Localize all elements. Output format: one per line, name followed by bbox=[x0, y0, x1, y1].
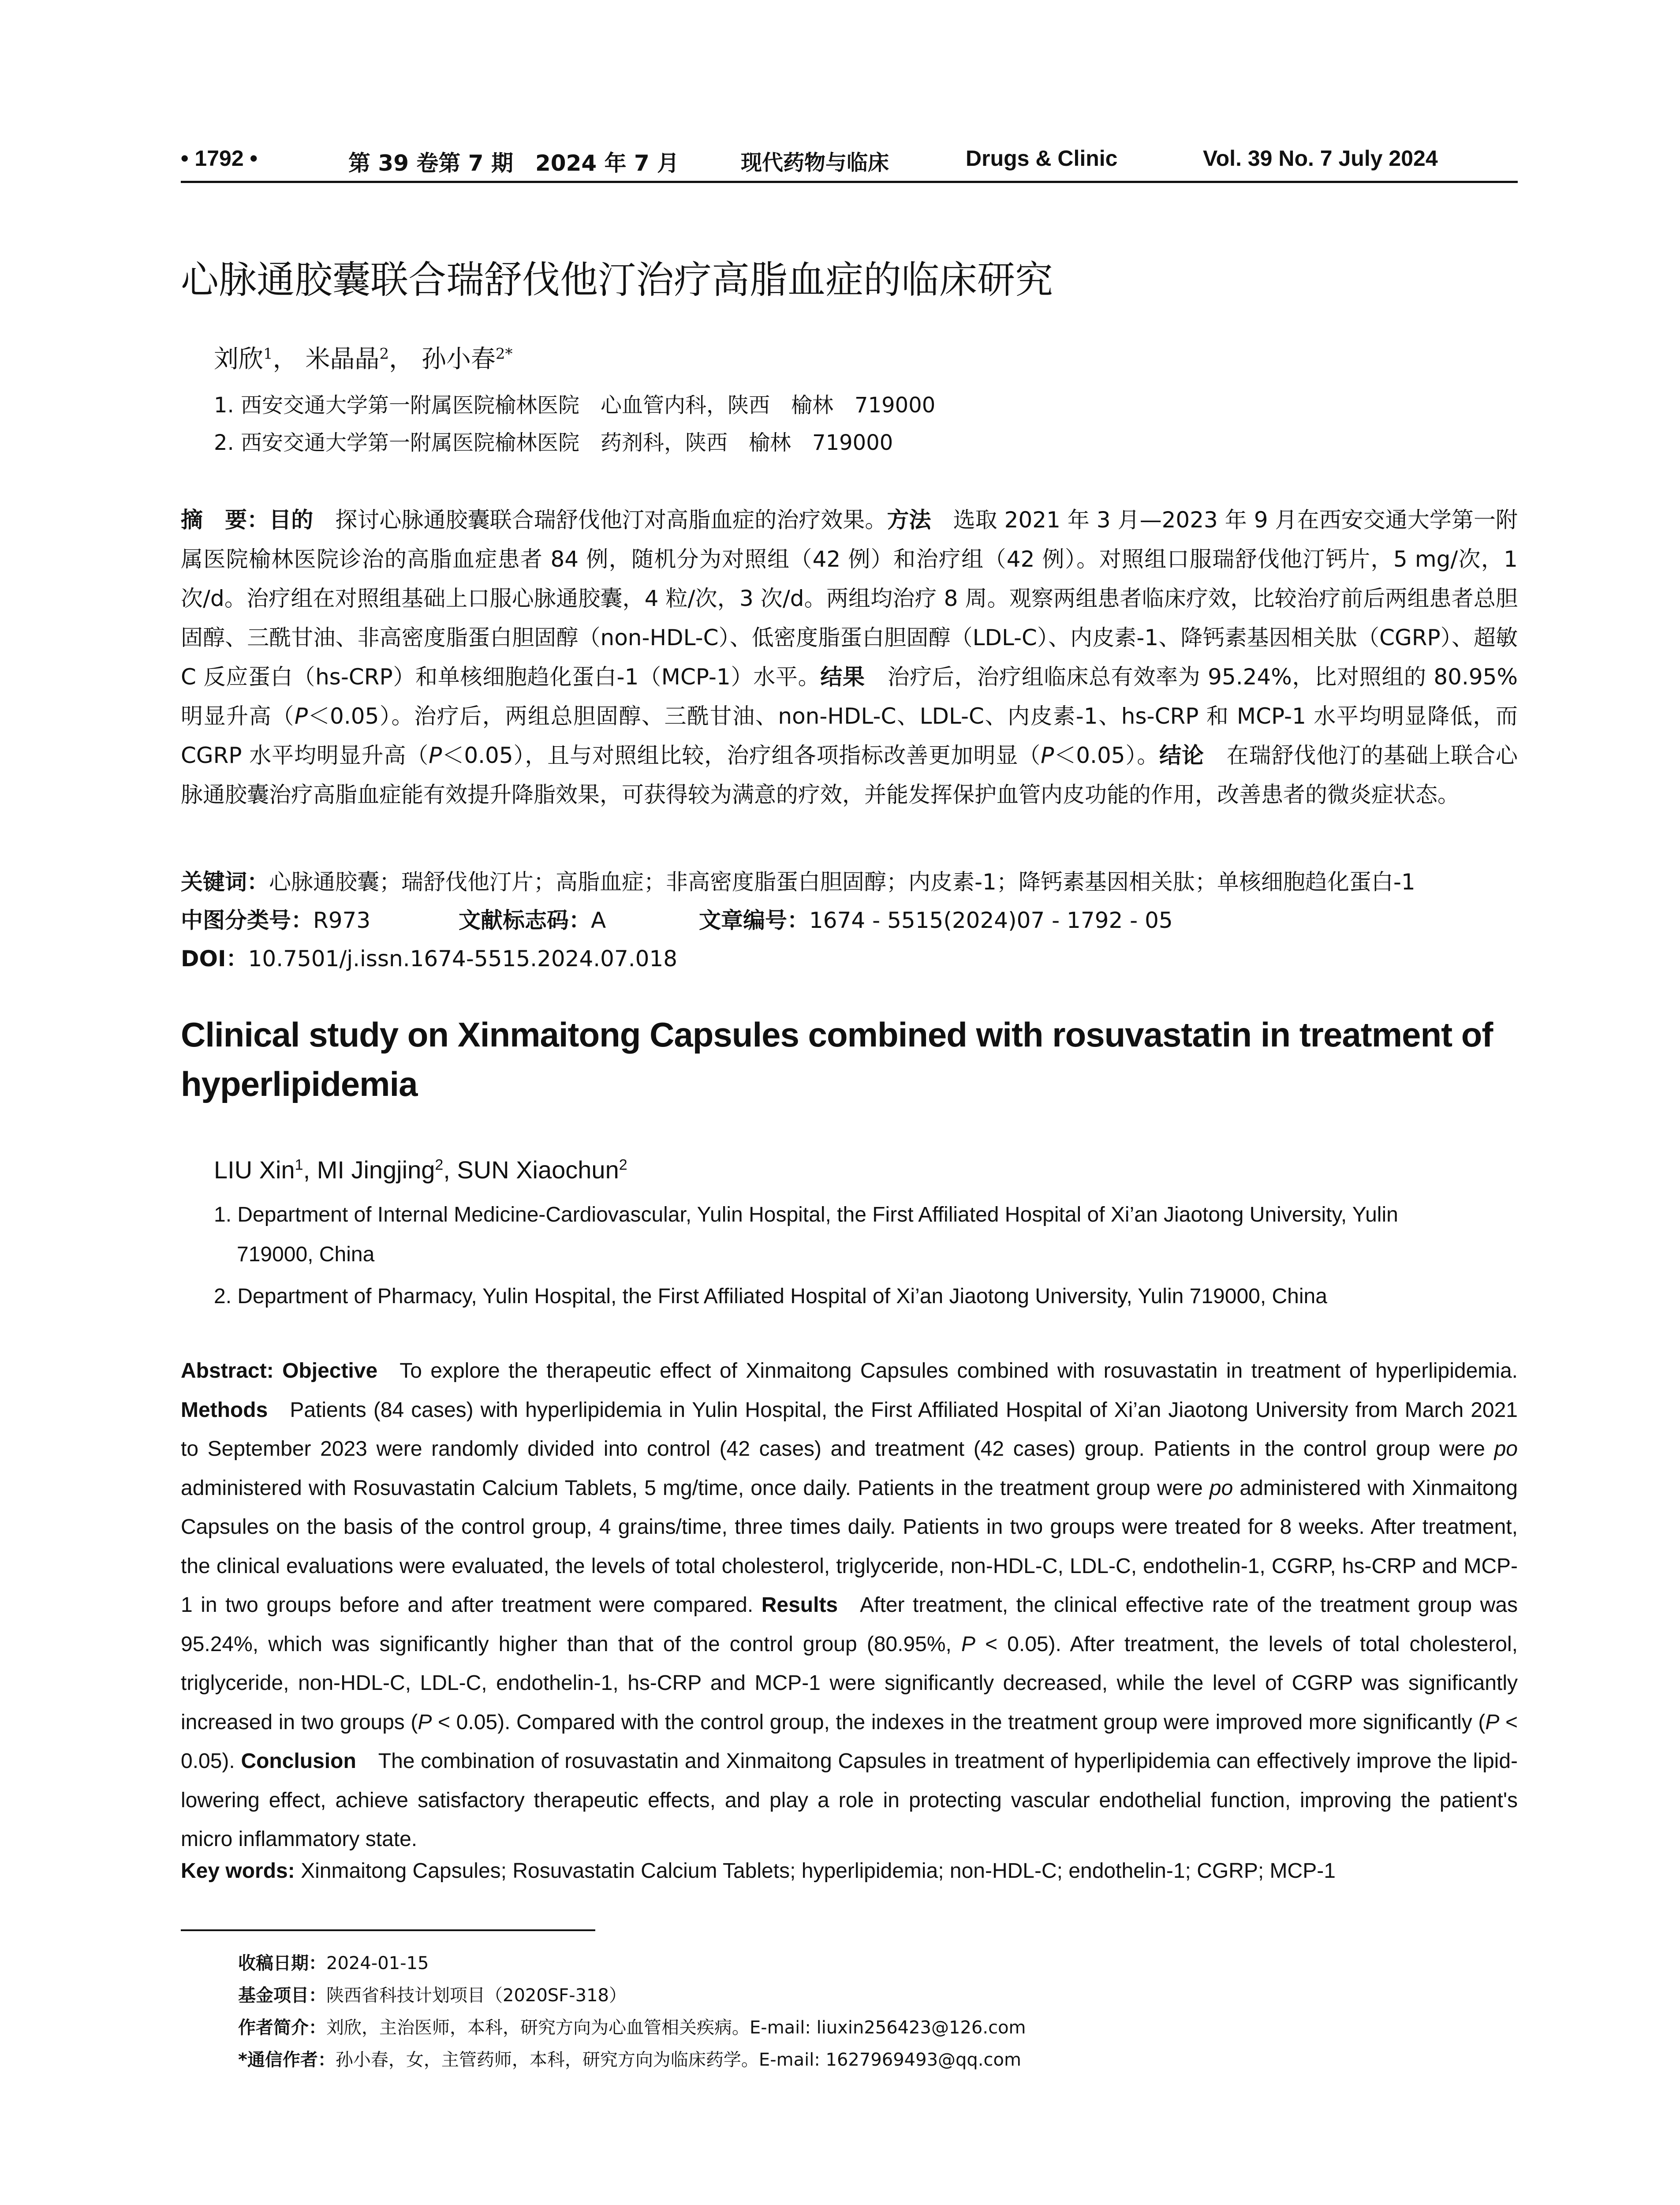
keywords-label: Key words: bbox=[181, 1859, 295, 1883]
objective-label: 目的 bbox=[269, 507, 314, 533]
author-name: 孙小春 bbox=[421, 345, 496, 374]
methods-label: 方法 bbox=[887, 507, 931, 533]
results-text: 治疗后，治疗组临床总有效率为 95.24%，比对照组的 80.95%明显升高（ bbox=[181, 664, 1518, 729]
author-affil-mark: 1 bbox=[295, 1156, 303, 1174]
cn-affiliation-2: 2. 西安交通大学第一附属医院榆林医院 药剂科，陕西 榆林 719000 bbox=[214, 430, 893, 455]
footnote-divider bbox=[181, 1929, 595, 1931]
methods-text: administered with Rosuvastatin Calcium Tablets, 5 mg/time, once daily. Patients in the treatment group were bbox=[181, 1476, 1210, 1500]
clc-value: R973 bbox=[313, 908, 371, 933]
author-name: SUN Xiaochun bbox=[457, 1156, 619, 1184]
footnote-text: 孙小春，女，主管药师，本科，研究方向为临床药学。E-mail: 1627969493@qq.com bbox=[335, 2050, 1021, 2070]
results-label: 结果 bbox=[820, 664, 865, 690]
cn-abstract bbox=[181, 501, 1518, 815]
footnote-text: 刘欣，主治医师，本科，研究方向为心血管相关疾病。E-mail: liuxin256423@126.com bbox=[326, 2018, 1026, 2038]
issue-en: Vol. 39 No. 7 July 2024 bbox=[1203, 146, 1438, 171]
p-symbol: P bbox=[1485, 1710, 1500, 1734]
results-text: ＜0.05），且与对照组比较，治疗组各项指标改善更加明显（ bbox=[442, 743, 1041, 768]
author-affil-mark: 2 bbox=[619, 1156, 627, 1174]
journal-name-cn: 现代药物与临床 bbox=[741, 150, 889, 175]
conclusion-label: 结论 bbox=[1159, 743, 1204, 768]
en-abstract bbox=[181, 1352, 1518, 1859]
en-title: Clinical study on Xinmaitong Capsules combined with rosuvastatin in treatment of hyperlipidemia bbox=[181, 1015, 1493, 1103]
abstract-label: 摘 要： bbox=[181, 507, 269, 533]
keywords-text: Xinmaitong Capsules; Rosuvastatin Calcium Tablets; hyperlipidemia; non-HDL-C; endothelin-1; CGRP; MCP-1 bbox=[301, 1859, 1336, 1883]
affiliation-line: 1. Department of Internal Medicine-Cardiovascular, Yulin Hospital, the First Affiliated Hospital of Xi’an Jiaotong University, Yulin bbox=[214, 1203, 1398, 1226]
objective-label: Objective bbox=[282, 1359, 378, 1383]
en-affiliation-1 bbox=[214, 1195, 1519, 1274]
author-affil-mark: 2 bbox=[435, 1156, 444, 1174]
footnote-funding bbox=[238, 1981, 627, 2007]
author-affil-mark: 2* bbox=[495, 345, 513, 363]
results-text: < 0.05). After treatment, the levels of total cholesterol, triglyceride, non-HDL-C, LDL-C, endothelin-1, hs-CRP and MCP-1 were significantly decreased, while the level of CGRP was significantly increased in two groups ( bbox=[181, 1632, 1518, 1734]
objective-text: To explore the therapeutic effect of Xinmaitong Capsules combined with rosuvastatin in treatment of hyperlipidemia. bbox=[399, 1359, 1518, 1383]
results-text: ＜0.05）。治疗后，两组总胆固醇、三酰甘油、non-HDL-C、LDL-C、内皮素-1、hs-CRP 和 MCP-1 水平均明显降低，而 CGRP 水平均明显升高（ bbox=[181, 703, 1518, 768]
methods-text: administered with Xinmaitong Capsules on the basis of the control group, 4 grains/time, three times daily. Patients in two groups were treated for 8 weeks. After treatment, the clinical evaluations were evaluated, the levels of total cholesterol, triglyceride, non-HDL-C, LDL-C, endothelin-1, CGRP, hs-CRP and MCP-1 in two groups before and after treatment were compared. bbox=[181, 1476, 1518, 1617]
footnote-label: 收稿日期： bbox=[238, 1953, 326, 1973]
en-affiliation-2: 2. Department of Pharmacy, Yulin Hospital, the First Affiliated Hospital of Xi’an Jiaotong University, Yulin 719000, China bbox=[214, 1285, 1327, 1308]
results-label: Results bbox=[761, 1593, 838, 1617]
doi-label: DOI： bbox=[181, 946, 248, 972]
abstract-label: Abstract: bbox=[181, 1359, 274, 1383]
author-name: MI Jingjing bbox=[317, 1156, 435, 1184]
footnote-label: *通信作者： bbox=[238, 2050, 336, 2070]
results-text: < 0.05). Compared with the control group, the indexes in the treatment group were improved more significantly ( bbox=[432, 1710, 1486, 1734]
cn-authors: 刘欣$^1$， 米晶晶$^2$， 孙小春$^{2*}$ bbox=[214, 345, 513, 374]
cn-keywords bbox=[181, 864, 1415, 896]
cn-title: 心脉通胶囊联合瑞舒伐他汀治疗高脂血症的临床研究 bbox=[181, 258, 1053, 302]
po-term: po bbox=[1209, 1476, 1233, 1500]
en-keywords bbox=[181, 1859, 1336, 1883]
en-authors: LIU Xin$^1$, MI Jingjing$^2$, SUN Xiaochun$^2$ bbox=[214, 1156, 627, 1184]
footnote-author-bio bbox=[238, 2014, 1026, 2039]
doc-code-value: A bbox=[591, 908, 606, 933]
running-header bbox=[181, 140, 1518, 183]
author-name: 刘欣 bbox=[214, 345, 263, 374]
cn-affiliation-1: 1. 西安交通大学第一附属医院榆林医院 心血管内科，陕西 榆林 719000 bbox=[214, 393, 936, 418]
objective-text: 探讨心脉通胶囊联合瑞舒伐他汀对高脂血症的治疗效果。 bbox=[335, 507, 887, 533]
footnote-label: 作者简介： bbox=[238, 2018, 326, 2038]
cn-doi bbox=[181, 941, 677, 973]
results-text: < 0.05). bbox=[181, 1710, 1518, 1773]
p-symbol: P bbox=[429, 743, 442, 768]
conclusion-text: 在瑞舒伐他汀的基础上联合心脉通胶囊治疗高脂血症能有效提升降脂效果，可获得较为满意的疗效，并能发挥保护血管内皮功能的作用，改善患者的微炎症状态。 bbox=[181, 743, 1518, 807]
conclusion-label: Conclusion bbox=[241, 1749, 356, 1773]
footnote-text: 陕西省科技计划项目（2020SF-318） bbox=[326, 1985, 627, 2006]
po-term: po bbox=[1494, 1437, 1518, 1461]
page-number: • 1792 • bbox=[181, 146, 258, 171]
author-affil-mark: 1 bbox=[263, 345, 273, 363]
article-no-value: 1674 - 5515(2024)07 - 1792 - 05 bbox=[809, 908, 1173, 933]
p-symbol: P bbox=[294, 703, 308, 729]
cn-article-no bbox=[699, 903, 1173, 934]
p-symbol: P bbox=[418, 1710, 432, 1734]
footnote-corresponding bbox=[238, 2046, 1021, 2071]
journal-name-en: Drugs & Clinic bbox=[966, 146, 1118, 171]
keywords-text: 心脉通胶囊；瑞舒伐他汀片；高脂血症；非高密度脂蛋白胆固醇；内皮素-1；降钙素基因相关肽；单核细胞趋化蛋白-1 bbox=[269, 869, 1415, 895]
footnote-label: 基金项目： bbox=[238, 1985, 326, 2006]
cn-doc-code bbox=[459, 903, 606, 934]
doc-code-label: 文献标志码： bbox=[459, 908, 591, 933]
affiliation-line: 719000, China bbox=[237, 1243, 375, 1266]
author-name: LIU Xin bbox=[214, 1156, 295, 1184]
methods-text: Patients (84 cases) with hyperlipidemia in Yulin Hospital, the First Affiliated Hospital of Xi’an Jiaotong University from March 2021 to September 2023 were randomly divided into control (42 cases) and treatment (42 cases) group. Patients in the control group were bbox=[181, 1398, 1518, 1461]
footnote-received bbox=[238, 1949, 429, 1974]
author-affil-mark: 2 bbox=[379, 345, 389, 363]
methods-label: Methods bbox=[181, 1398, 268, 1422]
results-text: After treatment, the clinical effective rate of the treatment group was 95.24%, which was significantly higher than that of the control group (80.95%, bbox=[181, 1593, 1518, 1656]
results-text: ＜0.05）。 bbox=[1054, 743, 1160, 768]
article-no-label: 文章编号： bbox=[699, 908, 809, 933]
doi-value: 10.7501/j.issn.1674-5515.2024.07.018 bbox=[248, 946, 678, 972]
issue-cn: 第 39 卷第 7 期 2024 年 7 月 bbox=[348, 150, 679, 176]
author-name: 米晶晶 bbox=[305, 345, 380, 374]
p-symbol: P bbox=[1041, 743, 1054, 768]
p-symbol: P bbox=[961, 1632, 975, 1656]
methods-text: 选取 2021 年 3 月—2023 年 9 月在西安交通大学第一附属医院榆林医院诊治的高脂血症患者 84 例，随机分为对照组（42 例）和治疗组（42 例）。对照组口服瑞舒伐他汀钙片，5 mg/次，1 次/d。治疗组在对照组基础上口服心脉通胶囊，4 粒/次，3 次/d。两组均治疗 8 周。观察两组患者临床疗效，比较治疗前后两组患者总胆固醇、三酰甘油、非高密度脂蛋白胆固醇（non-HDL-C）、低密度脂蛋白胆固醇（LDL-C）、内皮素-1、降钙素基因相关肽（CGRP）、超敏 C 反应蛋白（hs-CRP）和单核细胞趋化蛋白-1（MCP-1）水平。 bbox=[181, 507, 1518, 690]
clc-label: 中图分类号： bbox=[181, 908, 313, 933]
keywords-label: 关键词： bbox=[181, 869, 269, 895]
conclusion-text: The combination of rosuvastatin and Xinmaitong Capsules in treatment of hyperlipidemia can effectively improve the lipid-lowering effect, achieve satisfactory therapeutic effects, and play a role in protecting vascular endothelial function, improving the patient's micro inflammatory state. bbox=[181, 1749, 1518, 1851]
cn-classification bbox=[181, 903, 370, 934]
footnote-text: 2024-01-15 bbox=[326, 1953, 429, 1973]
